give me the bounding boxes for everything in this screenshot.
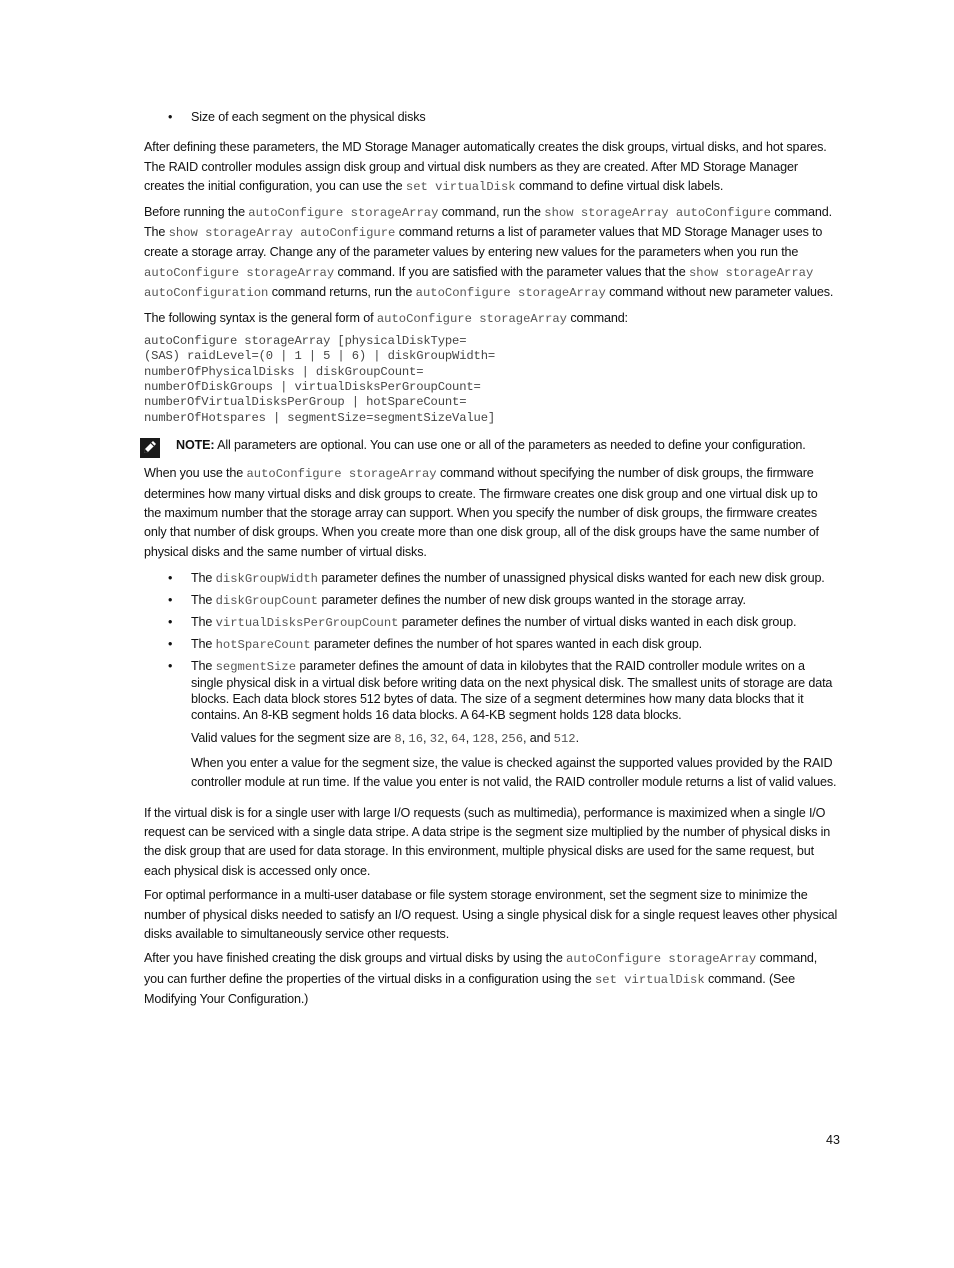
page-number: 43 xyxy=(826,1133,840,1147)
code-inline: hotSpareCount xyxy=(215,638,311,653)
code-inline: set virtualDisk xyxy=(594,972,705,987)
code-inline: show storageArray autoConfigure xyxy=(544,205,771,220)
list-item: • The virtualDisksPerGroupCount parameter defines the number of virtual disks wanted in each disk group. xyxy=(168,615,797,631)
list-item: • The hotSpareCount parameter defines the number of hot spares wanted in each disk group. xyxy=(168,637,703,653)
code-inline: autoConfigure storageArray xyxy=(415,286,606,301)
code-inline: show storageArray autoConfiguration xyxy=(144,265,814,301)
list-item: • The segmentSize parameter defines the amount of data in kilobytes that the RAID controller module writes on a single physical disk in a virtual disk before writing data on the next physical disk. The smallest units of storage are data blocks. Each data block stores 512 bytes of data. The size of a segment determines how many data blocks that it contains. An 8-KB segment holds 16 data blocks. A 64-KB segment holds 128 data blocks. Valid values for the segment size are 8, 16, 32, 64, 128, 256, and 512. When you enter a value for the segment size, the value is checked against the supported values provided by the RAID controller module at run time. If the value you enter is not valid, the RAID controller module returns a list of valid values. xyxy=(144,658,838,792)
code-inline: set virtualDisk xyxy=(405,180,516,195)
paragraph-finished: After you have finished creating the disk groups and virtual disks by using the autoConfigure storageArray command, you can further define the properties of the virtual disks in a configuration using the set virtualDisk command. (See Modifying Your Configuration.) xyxy=(144,951,818,1007)
code-inline: segmentSize xyxy=(215,660,297,675)
code-inline: autoConfigure storageArray xyxy=(144,265,335,280)
list-item: • Size of each segment on the physical disks xyxy=(168,110,426,124)
code-inline: virtualDisksPerGroupCount xyxy=(215,616,399,631)
parameter-list xyxy=(144,570,838,792)
paragraph-firmware: When you use the autoConfigure storageArray command without specifying the number of disk groups, the firmware determines how many virtual disks and disk groups to create. The firmware creates one disk group and one virtual disk up to the maximum number that the storage array can support. When you specify the number of disk groups, the firmware creates only that number of disk groups. When you create more than one disk group, all of the disk groups have the same number of physical disks and the same number of virtual disks. xyxy=(144,466,819,559)
code-inline: diskGroupCount xyxy=(215,594,319,609)
note-box xyxy=(144,436,838,455)
code-inline: show storageArray autoConfigure xyxy=(168,226,396,241)
paragraph-intro: After defining these parameters, the MD Storage Manager automatically creates the disk groups, virtual disks, and hot spares. The RAID controller modules assign disk group and virtual disk numbers as they are created. After MD Storage Manager creates the initial configuration, you can use the set virtualDisk command to define virtual disk labels. xyxy=(144,140,827,195)
list-item: • The diskGroupWidth parameter defines the number of unassigned physical disks wanted for each new disk group. xyxy=(168,571,825,587)
paragraph-syntax-intro: The following syntax is the general form of autoConfigure storageArray command: xyxy=(144,310,628,326)
list-item-text: Size of each segment on the physical disks xyxy=(191,110,426,124)
code-inline: autoConfigure storageArray xyxy=(246,467,437,482)
code-inline: diskGroupWidth xyxy=(215,572,319,587)
document-body xyxy=(144,108,838,1015)
code-inline: autoConfigure storageArray xyxy=(376,311,567,326)
code-inline: autoConfigure storageArray xyxy=(248,205,439,220)
paragraph-multi-user: For optimal performance in a multi-user database or file system storage environment, set the segment size to minimize the number of physical disks needed to satisfy an I/O request. Using a single physical disk for a single request leaves other physical disks available to simultaneously service other requests. xyxy=(144,888,838,941)
segment-values-text: Valid values for the segment size are 8, 16, 32, 64, 128, 256, and 512. xyxy=(191,731,579,747)
code-inline: autoConfigure storageArray xyxy=(566,952,757,967)
paragraph-single-user: If the virtual disk is for a single user with large I/O requests (such as multimedia), performance is maximized when a single I/O request can be serviced with a single data stripe. A data stripe is the segment size multiplied by the number of physical disks in the disk group that are used for data storage. In this environment, multiple physical disks are used for the same request, but each physical disk is accessed only once. xyxy=(144,805,831,878)
syntax-code-block: autoConfigure storageArray [physicalDiskType= (SAS) raidLevel=(0 | 1 | 5 | 6) | diskGroupWidth= numberOfPhysicalDisks | diskGroupCount= numberOfDiskGroups | virtualDisksPerGroupCount= numberOfVirtualDisksPerGroup | hotSpareCount= numberOfHotspares | segmentSize=segmentSizeValue] xyxy=(144,334,496,425)
note-text: All parameters are optional. You can use one or all of the parameters as needed to define your configuration. xyxy=(214,437,806,452)
paragraph-before-running: Before running the autoConfigure storageArray command, run the show storageArray autoConfigure command. The show storageArray autoConfigure command returns a list of parameter values that MD Storage Manager uses to create a storage array. Change any of the parameter values by entering new values for the parameters when you run the autoConfigure storageArray command. If you are satisfied with the parameter values that the show storageArray autoConfiguration command returns, run the autoConfigure storageArray command without new parameter values. xyxy=(144,204,834,301)
segment-check-text: When you enter a value for the segment size, the value is checked against the supported values provided by the RAID controller module at run time. If the value you enter is not valid, the RAID controller module returns a list of valid values. xyxy=(191,755,837,790)
note-label: NOTE: xyxy=(176,437,215,452)
pencil-note-icon xyxy=(140,438,160,458)
top-bullet-list xyxy=(144,108,838,127)
list-item: • The diskGroupCount parameter defines the number of new disk groups wanted in the storage array. xyxy=(168,593,746,609)
